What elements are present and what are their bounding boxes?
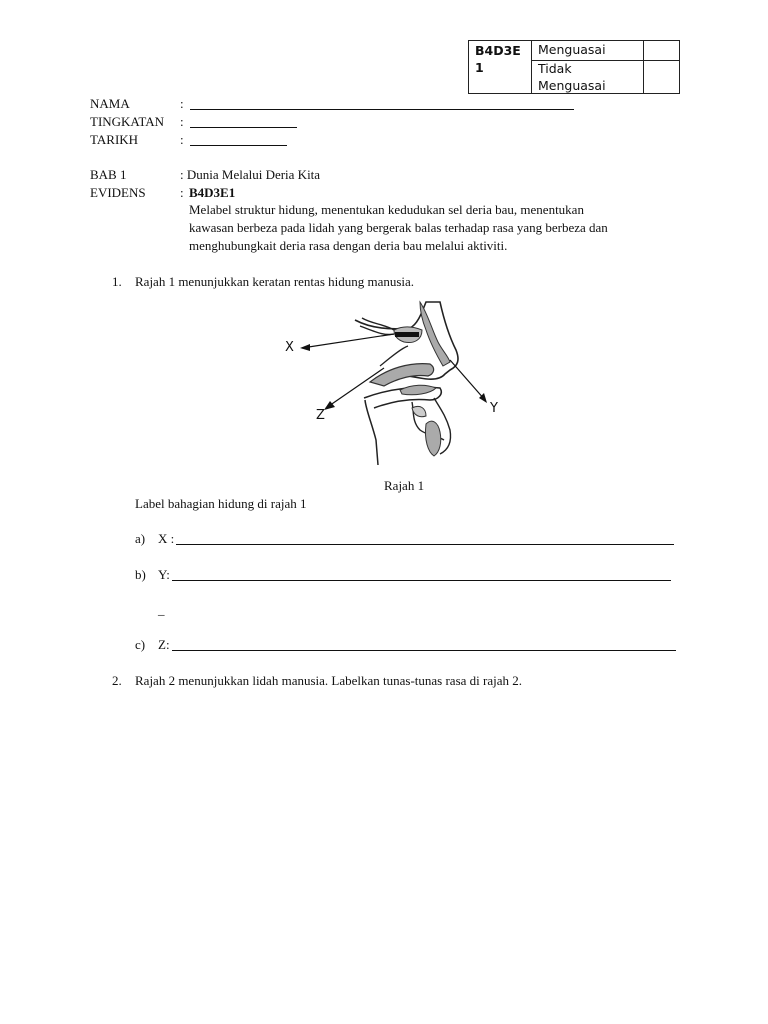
tingkatan-colon: : — [180, 114, 184, 129]
question1-number: 1. — [112, 274, 122, 289]
nama-colon: : — [180, 96, 184, 111]
pointer-y — [450, 360, 485, 400]
figure-label-y: Y — [490, 401, 498, 416]
stray-underscore: _ — [158, 602, 165, 617]
answer-c-label: Z: — [158, 637, 170, 652]
option-tidak-menguasai — [538, 60, 606, 94]
question1-text: Rajah 1 menunjukkan keratan rentas hidung manusia. — [135, 274, 415, 289]
description-line: Melabel struktur hidung, menentukan kedudukan sel deria bau, menentukan — [189, 202, 584, 217]
bab-title: : Dunia Melalui Deria Kita — [180, 167, 321, 182]
nose-cross-section-figure — [280, 290, 520, 470]
mastery-status-table — [468, 40, 680, 94]
answer-b-letter: b) — [135, 567, 146, 582]
answer-a-label: X : — [158, 531, 175, 546]
option-menguasai: Menguasai — [538, 42, 606, 57]
evidence-code-line: B4D3E — [475, 43, 521, 58]
question1-instruction: Label bahagian hidung di rajah 1 — [135, 496, 307, 511]
answer-c-letter: c) — [135, 637, 146, 652]
bab-label: BAB 1 — [90, 167, 127, 182]
nama-label: NAMA — [90, 96, 130, 111]
pointer-z — [326, 368, 384, 408]
olfactory-cells — [395, 332, 419, 337]
figure1-caption: Rajah 1 — [384, 478, 425, 493]
question2-text: Rajah 2 menunjukkan lidah manusia. Labelkan tunas-tunas rasa di rajah 2. — [135, 673, 522, 688]
nasal-bone-shading — [420, 302, 450, 366]
tingkatan-label: TINGKATAN — [90, 114, 165, 129]
question2-number: 2. — [112, 673, 122, 688]
figure-label-x: X — [285, 340, 294, 355]
answer-a-field[interactable] — [176, 544, 674, 545]
evidens-code: B4D3E1 — [189, 185, 236, 200]
figure-label-z: Z — [316, 408, 325, 423]
answer-c-field[interactable] — [172, 650, 676, 651]
tarikh-field[interactable] — [190, 145, 287, 146]
jaw-shading — [425, 421, 440, 456]
checkbox-menguasai[interactable] — [645, 42, 677, 59]
option-text-line: Menguasai — [538, 78, 606, 93]
answer-b-field[interactable] — [172, 580, 671, 581]
turbinate-shading — [370, 364, 434, 386]
evidens-label: EVIDENS — [90, 185, 146, 200]
evidens-description — [189, 201, 608, 255]
answer-b-label: Y: — [158, 567, 170, 582]
option-text-line: Tidak — [538, 61, 572, 76]
description-line: kawasan berbeza pada lidah yang bergerak balas terhadap rasa yang berbeza dan — [189, 220, 608, 235]
tarikh-colon: : — [180, 132, 184, 147]
answer-a-letter: a) — [135, 531, 146, 546]
table-divider — [531, 41, 532, 93]
evidence-code-cell — [475, 42, 529, 76]
nama-field[interactable] — [190, 109, 574, 110]
tingkatan-field[interactable] — [190, 127, 297, 128]
table-divider — [643, 41, 644, 93]
pointer-x — [302, 334, 394, 348]
evidence-code-line: 1 — [475, 60, 484, 75]
evidens-colon: : — [180, 185, 184, 200]
checkbox-tidak-menguasai[interactable] — [645, 62, 677, 92]
description-line: menghubungkait deria rasa dengan deria bau melalui aktiviti. — [189, 238, 508, 253]
tarikh-label: TARIKH — [90, 132, 139, 147]
